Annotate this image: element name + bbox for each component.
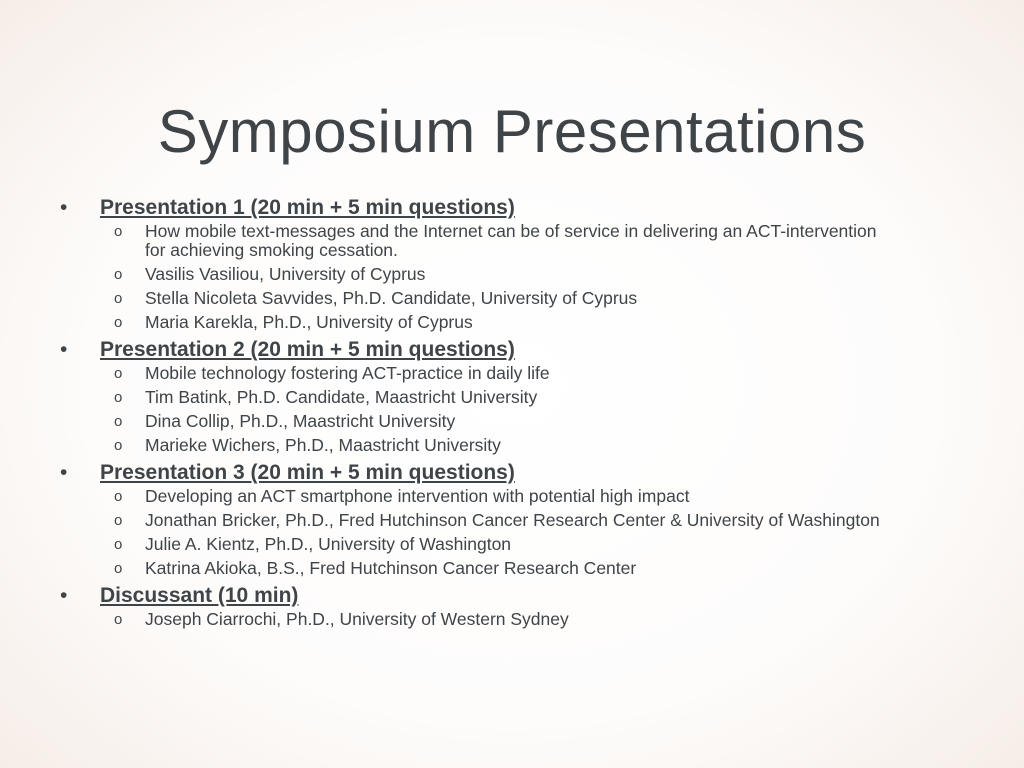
list-item-text: Mobile technology fostering ACT-practice in daily life (145, 363, 550, 383)
list-item-text: Joseph Ciarrochi, Ph.D., University of Western Sydney (145, 609, 569, 629)
list-item-text: Jonathan Bricker, Ph.D., Fred Hutchinson Cancer Research Center & University of Washington (145, 510, 880, 530)
section-heading-text: Presentation 1 (20 min + 5 min questions) (100, 196, 515, 219)
section-heading-text: Presentation 2 (20 min + 5 min questions) (100, 338, 515, 361)
list-item (58, 412, 898, 431)
sub-bullet-marker: o (114, 560, 123, 577)
sub-bullet-marker: o (114, 512, 123, 529)
sub-bullet-marker: o (114, 611, 123, 628)
bullet-marker: • (60, 584, 68, 607)
list-item-text: Vasilis Vasiliou, University of Cyprus (145, 264, 426, 284)
section-heading (58, 460, 898, 486)
list-item (58, 289, 898, 308)
list-item (58, 559, 898, 578)
bullet-marker: • (60, 461, 68, 484)
list-item (58, 364, 898, 383)
bullet-marker: • (60, 196, 68, 219)
list-item (58, 436, 898, 455)
list-item-text: Tim Batink, Ph.D. Candidate, Maastricht University (145, 387, 538, 407)
list-item (58, 610, 898, 629)
sub-bullet-marker: o (114, 314, 123, 331)
slide-title: Symposium Presentations (157, 98, 867, 165)
bullet-marker: • (60, 338, 68, 361)
sub-bullet-marker: o (114, 437, 123, 454)
list-item-text: Marieke Wichers, Ph.D., Maastricht University (145, 435, 501, 455)
list-item-text: Maria Karekla, Ph.D., University of Cyprus (145, 312, 473, 332)
sub-bullet-marker: o (114, 413, 123, 430)
slide-content (58, 195, 898, 634)
list-item-text: Developing an ACT smartphone intervention with potential high impact (145, 486, 690, 506)
sub-bullet-marker: o (114, 290, 123, 307)
sub-bullet-marker: o (114, 266, 123, 283)
sub-list (58, 364, 898, 455)
section-heading (58, 195, 898, 221)
list-item (58, 313, 898, 332)
sub-list (58, 222, 898, 332)
list-item (58, 222, 898, 260)
list-item-text: Julie A. Kientz, Ph.D., University of Washington (145, 534, 512, 554)
section-heading (58, 583, 898, 609)
section-presentation-2 (58, 337, 898, 455)
list-item (58, 511, 898, 530)
list-item-text: Dina Collip, Ph.D., Maastricht University (145, 411, 456, 431)
list-item (58, 487, 898, 506)
list-item (58, 535, 898, 554)
section-heading (58, 337, 898, 363)
section-discussant (58, 583, 898, 629)
list-item (58, 388, 898, 407)
sub-bullet-marker: o (114, 389, 123, 406)
section-heading-text: Presentation 3 (20 min + 5 min questions) (100, 461, 515, 484)
section-presentation-1 (58, 195, 898, 332)
list-item-text: Katrina Akioka, B.S., Fred Hutchinson Cancer Research Center (145, 558, 637, 578)
list-item-text: How mobile text-messages and the Internet can be of service in delivering an ACT-intervention for achieving smoking cessation. (145, 221, 877, 260)
section-presentation-3 (58, 460, 898, 578)
sub-bullet-marker: o (114, 223, 123, 240)
list-item (58, 265, 898, 284)
sub-bullet-marker: o (114, 365, 123, 382)
sub-list (58, 487, 898, 578)
section-heading-text: Discussant (10 min) (100, 584, 299, 607)
list-item-text: Stella Nicoleta Savvides, Ph.D. Candidate, University of Cyprus (145, 288, 638, 308)
sub-bullet-marker: o (114, 488, 123, 505)
sub-bullet-marker: o (114, 536, 123, 553)
sub-list (58, 610, 898, 629)
